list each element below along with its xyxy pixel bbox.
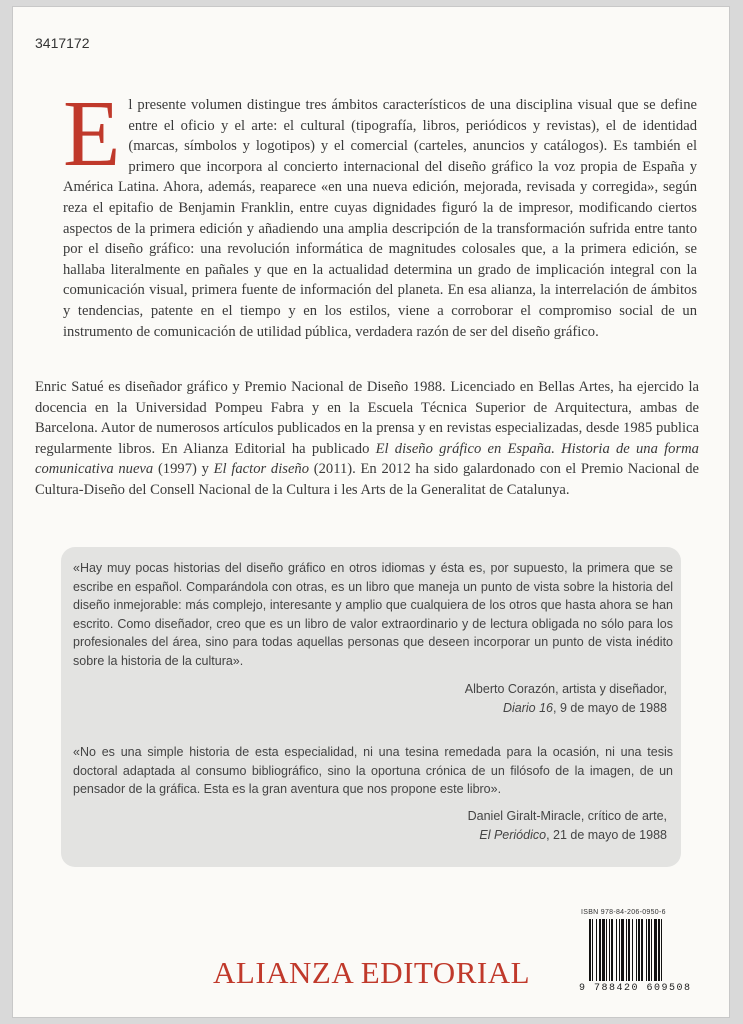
book-title-ref: El diseño gráfico en España. Historia de una forma comunicativa nueva: [35, 440, 699, 478]
isbn-label: ISBN 978-84-206-0950-6: [581, 909, 666, 916]
review-author: Daniel Giralt-Miracle, crítico de arte,: [467, 809, 667, 823]
review-quote: «Hay muy pocas historias del diseño gráfico en otros idiomas y ésta es, por supuesto, la primera que se escribe en español. Comparándola con otras, es un libro que maneja un punto de vista sobre la historia del diseño inmejorable: más complejo, interesante y amplio que cualquiera de los otros que hasta ahora se han escrito. Como diseñador, creo que es un libro de valor extraordinario y de lectura obligada no sólo para los profesionales del área, sino para todas aquellas personas que deseen incorporar un punto de vista inédito sobre la historia de la cultura».: [73, 561, 673, 668]
author-bio: [35, 377, 699, 501]
review-source: Diario 16: [502, 700, 554, 715]
review-date: , 9 de mayo de 1988: [553, 700, 667, 715]
review-source: El Periódico: [479, 827, 547, 842]
book-title-ref: El factor diseño: [213, 461, 310, 478]
drop-cap: E: [63, 82, 121, 186]
barcode-number: 9 788420 609508: [579, 983, 692, 994]
publisher-name: ALIANZA EDITORIAL: [213, 955, 531, 990]
book-description-text: l presente volumen distingue tres ámbitos característicos de una disciplina visual que se define entre el oficio y el arte: el cultural (tipografía, libros, periódicos y revistas), el de identidad (marcas, símbolos y logotipos) y el comercial (carteles, anuncios y catálogos). Es también el primero que incorpora al concierto internacional del diseño gráfico la voz propia de España y América Latina. Ahora, además, reaparece «en una nueva edición, mejorada, revisada y corregida», según reza el epitafio de Benjamin Franklin, entre cuyas dignidades figuró la de impresor, modificando ciertos aspectos de la primera edición y añadiendo una amplia descripción de la transformación sufrida entre tanto por el diseño gráfico: una revolución informática de magnitudes colosales que, a la primera edición, se hallaba literalmente en pañales y que en la actualidad determina un grado de implicación integral con la comunicación visual, primera fuente de información del planeta. En esa alianza, la interrelación de ámbitos y tendencias, patente en el tiempo y en los estilos, viene a corroborar el compromiso social de un instrumento de comunicación de utilidad pública, verdadera razón de ser del diseño gráfico.: [63, 97, 697, 340]
author-bio-text: Enric Satué es diseñador gráfico y Premio Nacional de Diseño 1988. Licenciado en Bellas Artes, ha ejercido la docencia en la Universidad Pompeu Fabra y en la Escuela Técnica Superior de Arquitectura, ambas de Barcelona. Autor de numerosos artículos publicados en la prensa y en revistas especializadas, desde 1985 publica regularmente libros. En Alianza Editorial ha publicado: [35, 379, 699, 457]
author-bio-text: (2011). En 2012 ha sido galardonado con el Premio Nacional de Cultura-Diseño del Consell Nacional de la Cultura i les Arts de la Generalitat de Catalunya.: [35, 461, 699, 498]
barcode: [587, 919, 707, 981]
author-bio-text: (1997) y: [153, 461, 214, 478]
review-date: , 21 de mayo de 1988: [546, 827, 667, 842]
book-description: [63, 82, 697, 342]
review-attribution: [167, 807, 667, 844]
review-quote: «No es una simple historia de esta especialidad, ni una tesina remedada para la ocasión, ni una tesis doctoral adaptada al consumo bibliográfico, sino la oportuna crónica de un filósofo de la imagen, de un pensador de la gráfica. Esta es la gran aventura que nos propone este libro».: [73, 745, 673, 796]
review-quotes-box: [61, 547, 681, 867]
review-attribution: [167, 680, 667, 717]
review-author: Alberto Corazón, artista y diseñador,: [464, 682, 667, 696]
catalog-number: 3417172: [35, 35, 90, 51]
book-back-cover: [12, 6, 730, 1018]
